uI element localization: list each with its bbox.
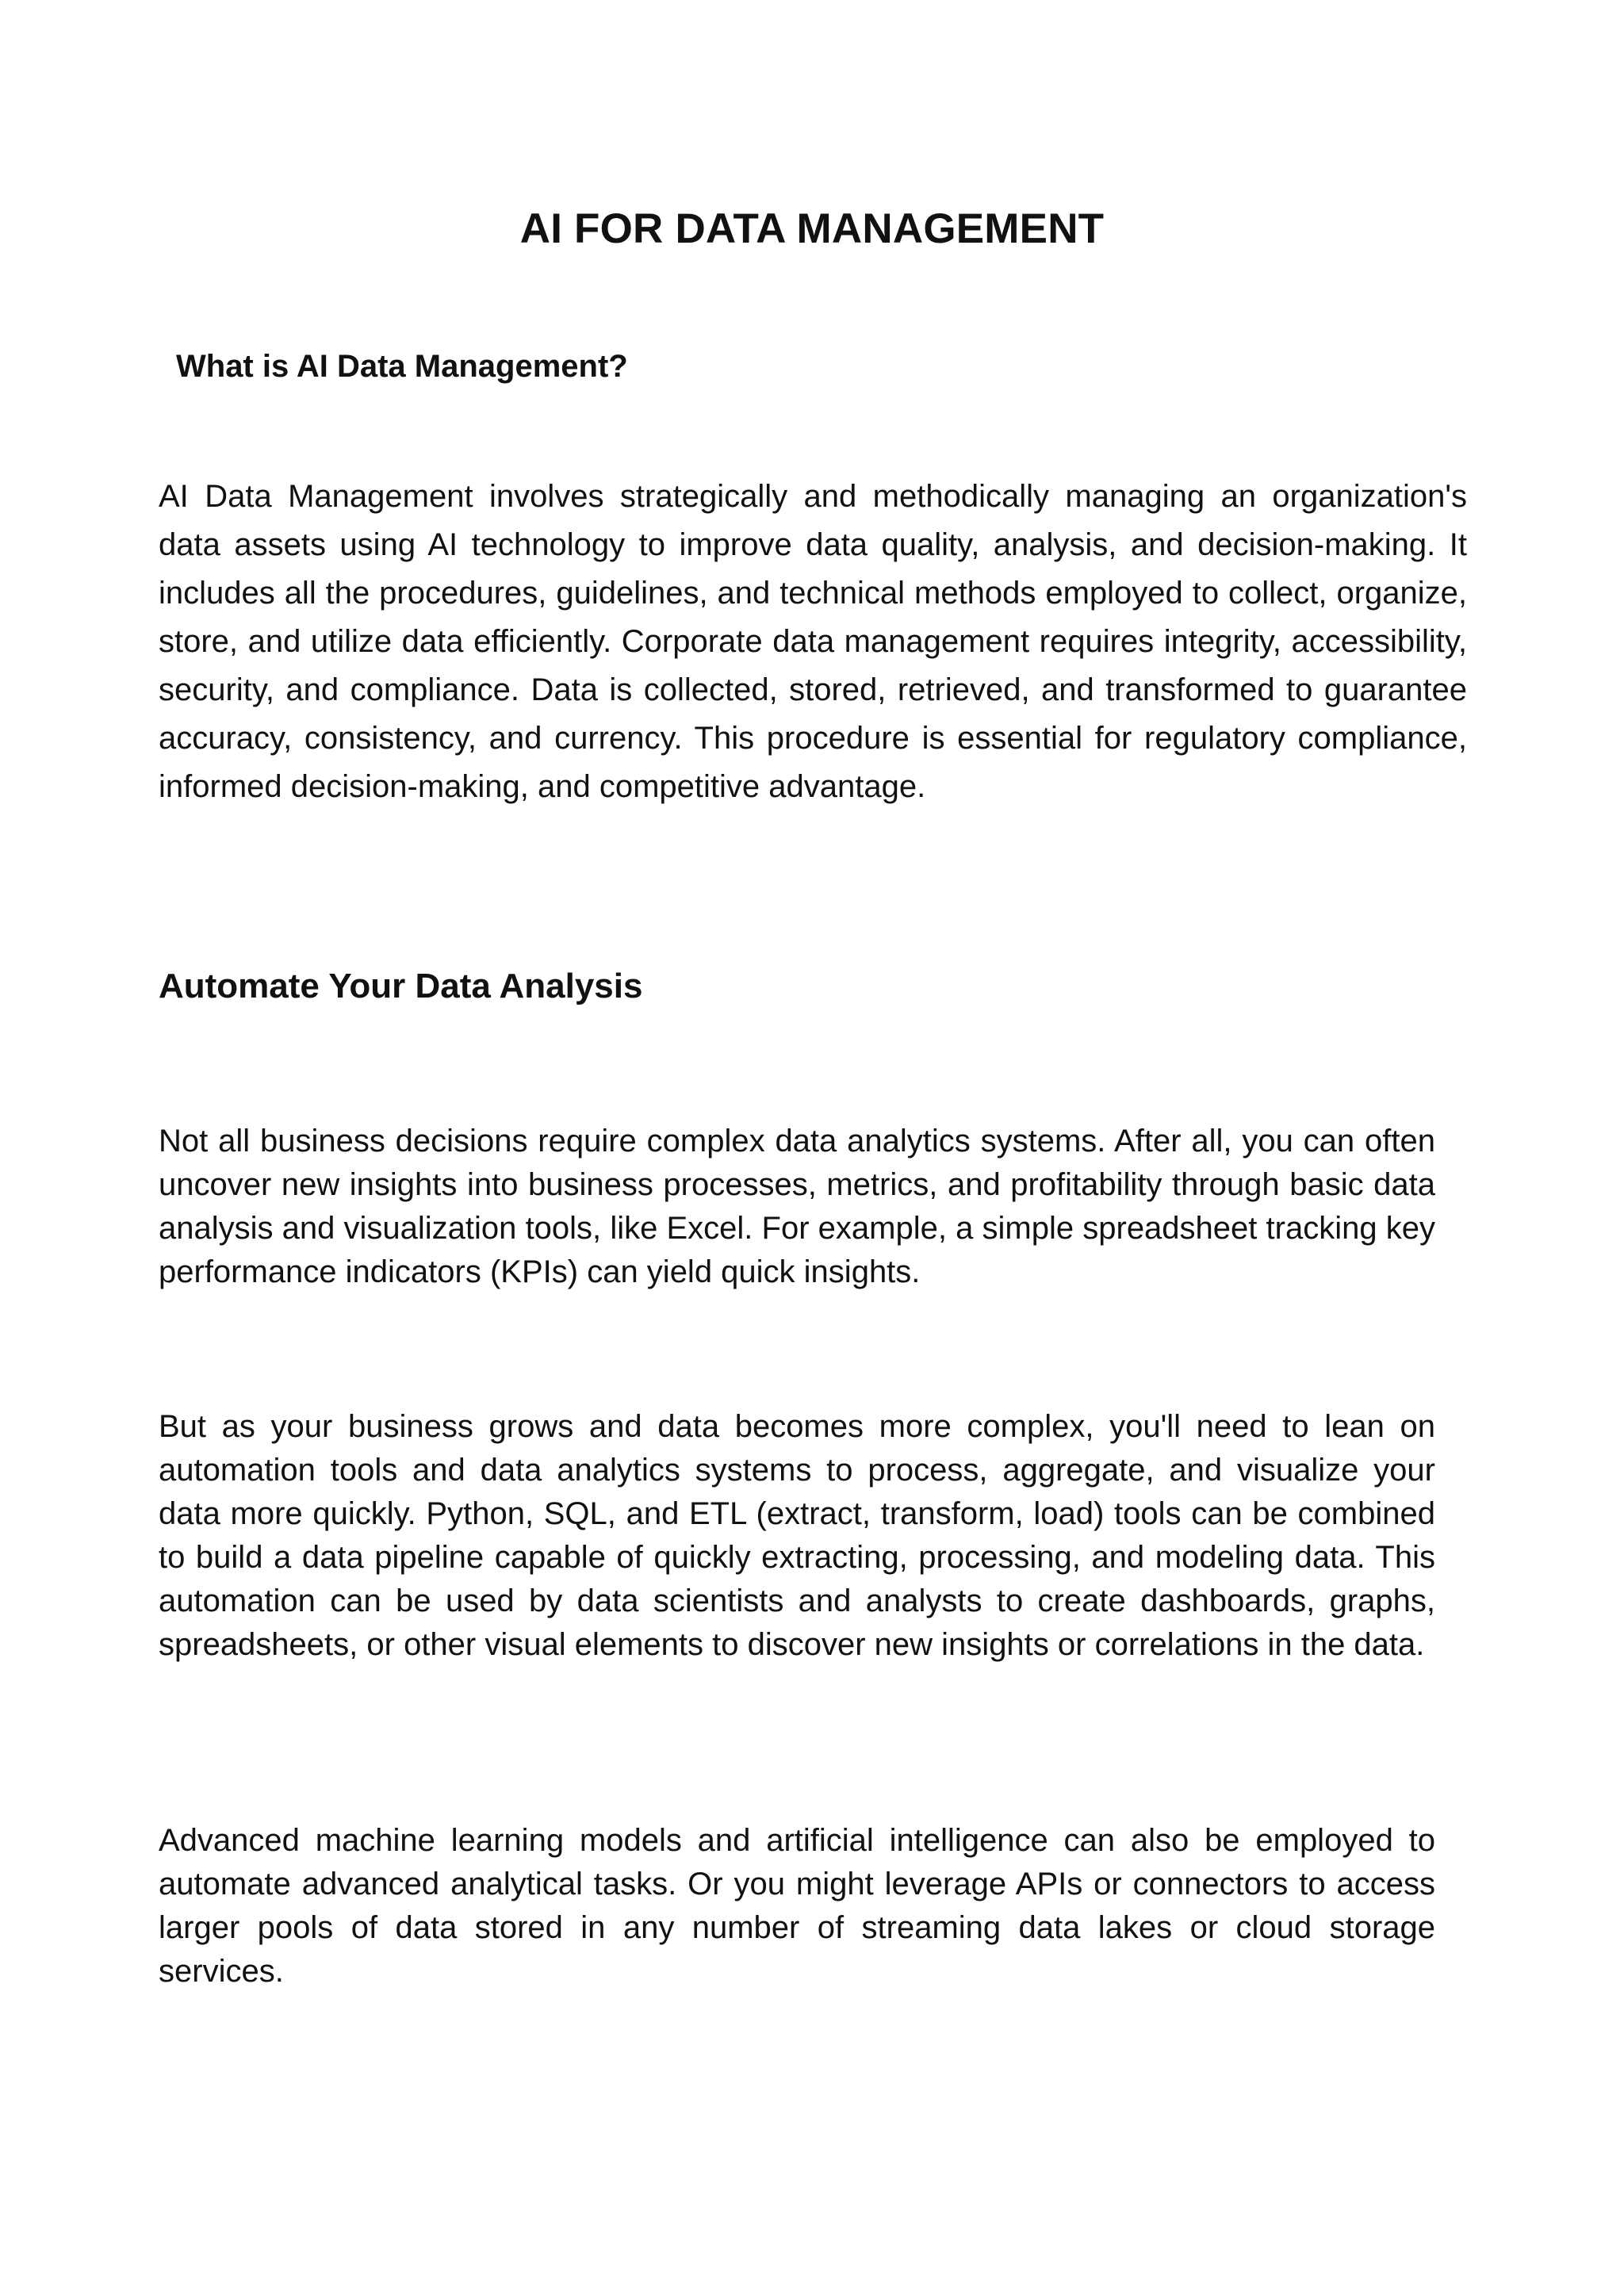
- document-title: AI FOR DATA MANAGEMENT: [519, 205, 1105, 252]
- section-heading-what-is-ai-data-management: What is AI Data Management?: [176, 349, 628, 384]
- paragraph-automation-tools: But as your business grows and data becomes more complex, you'll need to lean on automation tools and data analytics systems to process, aggregate, and visualize your data more quickly. Python, SQL, and ETL (extract, transform, load) tools can be combined to build a data pipeline capable of quickly extracting, processing, and modeling data. This automation can be used by data scientists and analysts to create dashboards, graphs, spreadsheets, or other visual elements to discover new insights or correlations in the data.: [159, 1409, 1435, 1662]
- paragraph-ai-data-management-definition: AI Data Management involves strategically and methodically managing an organization's data assets using AI technology to improve data quality, analysis, and decision-making. It includes all the procedures, guidelines, and technical methods employed to collect, organize, store, and utilize data efficiently. Corporate data management requires integrity, accessibility, security, and compliance. Data is collected, stored, retrieved, and transformed to guarantee accuracy, consistency, and currency. This procedure is essential for regulatory compliance, informed decision-making, and competitive advantage.: [159, 479, 1467, 804]
- paragraph-basic-analysis: Not all business decisions require complex data analytics systems. After all, you can often uncover new insights into business processes, metrics, and profitability through basic data analysis and visualization tools, like Excel. For example, a simple spreadsheet tracking key performance indicators (KPIs) can yield quick insights.: [159, 1124, 1435, 1289]
- paragraph-advanced-ml: Advanced machine learning models and artificial intelligence can also be employed to automate advanced analytical tasks. Or you might leverage APIs or connectors to access larger pools of data stored in any number of streaming data lakes or cloud storage services.: [159, 1823, 1435, 1989]
- section-heading-automate-data-analysis: Automate Your Data Analysis: [159, 967, 643, 1005]
